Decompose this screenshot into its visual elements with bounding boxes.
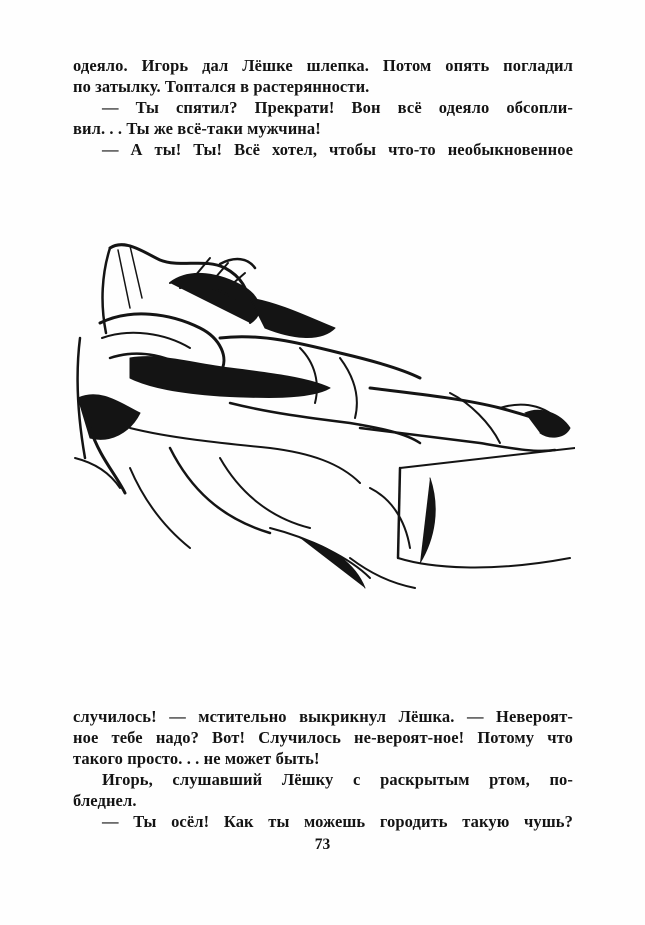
page-number: 73 xyxy=(314,836,331,853)
top-paragraphs xyxy=(73,55,573,160)
text-line: — А ты! Ты! Всё хотел, чтобы что-то необыкновенное xyxy=(102,140,573,159)
text-line: ное тебе надо? Вот! Случилось не-вероят-ное! Потому что xyxy=(73,728,573,747)
text-line: — Ты осёл! Как ты можешь городить такую чушь? xyxy=(102,812,573,831)
text-line: Игорь, слушавший Лёшку с раскрытым ртом, по- xyxy=(102,770,573,789)
text-line: такого просто. . . не может быть! xyxy=(73,749,320,768)
text-line: по затылку. Топтался в растерянности. xyxy=(73,77,370,96)
text-line: — Ты спятил? Прекрати! Вон всё одеяло обсопли- xyxy=(102,98,573,117)
text-line: случилось! — мстительно выкрикнул Лёшка. — Невероят- xyxy=(73,707,573,726)
text-line: бледнел. xyxy=(73,791,137,810)
text-line: одеяло. Игорь дал Лёшке шлепка. Потом опять погладил xyxy=(73,56,573,75)
text-line: вил. . . Ты же всё-таки мужчина! xyxy=(73,119,321,138)
illustration-boy-lying-on-bed xyxy=(70,228,575,620)
bottom-paragraphs xyxy=(73,706,573,832)
